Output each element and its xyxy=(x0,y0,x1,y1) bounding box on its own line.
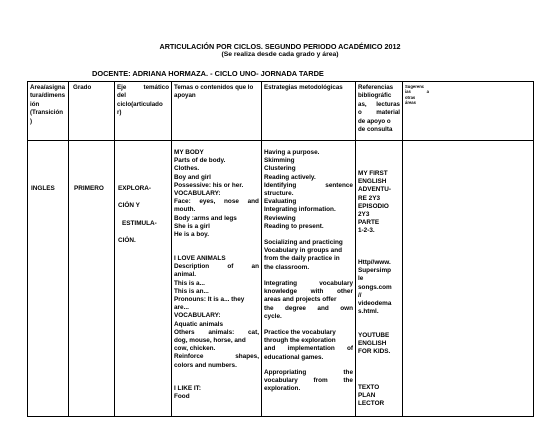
text-line: This is a... xyxy=(174,279,205,287)
text-line: cycle. xyxy=(264,312,282,320)
word: the xyxy=(343,369,353,376)
header-area xyxy=(30,84,67,126)
text-line: the classroom. xyxy=(264,263,310,271)
header-axis xyxy=(117,84,169,118)
text-line: from the daily practice in xyxy=(264,255,340,263)
text-line: apoyan xyxy=(174,92,196,100)
text-line xyxy=(264,369,353,377)
text-line: exploration. xyxy=(264,385,301,393)
text-line: through the exploration xyxy=(264,337,336,345)
word: knowledge xyxy=(264,288,298,296)
text-line: ciclo(articulado xyxy=(117,100,163,108)
text-line: // xyxy=(358,291,362,299)
text-line: This is an... xyxy=(174,287,209,295)
word: ias xyxy=(405,89,411,95)
text-line: Referencias xyxy=(358,84,394,91)
topics-block-1 xyxy=(174,149,259,239)
word: Integrating xyxy=(264,280,298,287)
text-line: dog, mouse, horse, and xyxy=(174,337,246,345)
text-line: MY BODY xyxy=(174,149,204,156)
word: and xyxy=(247,198,259,206)
text-line: Aquatic animals xyxy=(174,320,224,328)
text-line: Supersimp xyxy=(358,267,392,275)
text-line: TEXTO xyxy=(358,384,380,391)
text-line: de apoyo o xyxy=(358,117,391,125)
text-line: Temas o contenidos que lo xyxy=(174,84,254,91)
text-line: VOCABULARY: xyxy=(174,190,221,198)
header-strategies xyxy=(264,84,353,92)
references-block-1 xyxy=(358,170,400,236)
text-line: I LIKE IT: xyxy=(174,385,201,392)
text-line: I LOVE ANIMALS xyxy=(174,255,226,262)
word: an xyxy=(251,263,259,271)
text-line xyxy=(174,198,259,206)
text-line: LECTOR xyxy=(358,400,385,408)
teacher-line: DOCENTE: ADRIANA HORMAZA. - CICLO UNO- JORNADA TARDE xyxy=(92,69,324,78)
document-title: ARTICULACIÓN POR CICLOS. SEGUNDO PERIODO ACADÉMICO 2012 xyxy=(159,42,401,51)
word: temático xyxy=(143,84,169,91)
text-line: 1-2-3. xyxy=(358,227,375,235)
text-line: Clustering xyxy=(264,165,296,173)
topics-block-3 xyxy=(174,385,259,401)
text-line: r) xyxy=(117,109,122,117)
text-line: tura/dimens xyxy=(30,92,66,100)
text-line: Reading actively. xyxy=(264,173,316,181)
curriculum-table xyxy=(27,81,534,417)
word: nose xyxy=(224,198,239,206)
column-divider xyxy=(261,82,262,416)
text-line xyxy=(264,182,353,190)
text-line: Estrategias metodológicas xyxy=(264,84,343,91)
text-line: Http//www. xyxy=(358,259,391,266)
word: Face: xyxy=(174,198,191,206)
word: eyes, xyxy=(199,198,216,206)
text-line: bibliográfic xyxy=(358,92,392,100)
text-line: PLAN xyxy=(358,392,376,400)
text-line: Pronouns: It is a... they xyxy=(174,296,245,304)
document-subtitle: (Se realiza desde cada grado y área) xyxy=(221,51,339,58)
text-line: She is a girl xyxy=(174,222,210,230)
text-line: songs.com xyxy=(358,283,392,291)
word: the xyxy=(343,377,353,385)
word: Others xyxy=(174,328,195,336)
text-line xyxy=(174,329,259,337)
word: Description xyxy=(174,263,210,271)
word: of xyxy=(346,345,353,353)
word: with xyxy=(310,288,324,296)
text-line: ENGLISH xyxy=(358,178,387,186)
text-line: Skimming xyxy=(264,157,295,165)
column-divider xyxy=(402,82,403,416)
text-line xyxy=(117,84,169,92)
text-line: colors and numbers. xyxy=(174,361,237,369)
text-line: Sugerenc xyxy=(405,84,425,89)
axis-line: CIÓN. xyxy=(118,237,136,245)
text-line: Grado xyxy=(73,84,92,91)
text-line xyxy=(264,280,353,288)
text-line: Having a purpose. xyxy=(264,149,320,156)
word: Identifying xyxy=(264,181,297,189)
text-line: le xyxy=(358,275,364,283)
text-line: cow, chicken. xyxy=(174,345,216,353)
word: material xyxy=(376,109,400,117)
text-line: mouth. xyxy=(174,206,196,214)
text-line: animal. xyxy=(174,271,197,279)
strategies-block-5 xyxy=(264,369,353,394)
word: sentence xyxy=(325,181,353,189)
text-line: EPISODIO xyxy=(358,202,389,210)
word: and xyxy=(264,345,276,353)
header-topics xyxy=(174,84,259,101)
text-line: Practice the vocabulary xyxy=(264,329,336,336)
word: vocabulary xyxy=(319,280,353,287)
word: Appropriating xyxy=(264,369,307,376)
word: animals: xyxy=(208,328,235,336)
text-line: Socializing and practicing xyxy=(264,239,343,246)
text-line: Clothes. xyxy=(174,165,200,173)
word: of xyxy=(227,263,234,271)
strategies-block-3 xyxy=(264,280,353,321)
word: implementation xyxy=(287,345,335,353)
text-line: Body :arms and legs xyxy=(174,214,237,222)
text-line xyxy=(264,288,353,296)
text-line: MY FIRST xyxy=(358,170,388,177)
text-line xyxy=(264,377,353,385)
text-line: educational games. xyxy=(264,353,324,361)
text-line: (Transición xyxy=(30,109,64,117)
axis-line: EXPLORA- xyxy=(118,185,152,192)
word: a xyxy=(426,89,429,95)
word: shapes, xyxy=(235,353,259,361)
text-line: Integrating information. xyxy=(264,206,336,214)
text-line: are... xyxy=(174,304,189,312)
column-divider xyxy=(68,82,69,416)
word: the xyxy=(264,304,274,312)
text-line: ) xyxy=(30,117,33,125)
strategies-block-1 xyxy=(264,149,353,231)
text-line: del xyxy=(117,92,126,100)
word: vocabulary xyxy=(264,377,298,385)
text-line: Evaluating xyxy=(264,198,297,206)
area-value: INGLÉS xyxy=(31,185,55,192)
text-line xyxy=(264,305,353,313)
text-line: areas and projects offer xyxy=(264,296,337,304)
text-line: He is a boy. xyxy=(174,231,210,239)
word: and xyxy=(317,304,329,312)
column-divider xyxy=(355,82,356,416)
references-block-2 xyxy=(358,259,400,316)
text-line: Reviewing xyxy=(264,214,296,222)
header-references xyxy=(358,84,400,134)
word: cat, xyxy=(247,328,259,336)
axis-line: CIÓN Y xyxy=(118,202,140,210)
text-line xyxy=(174,353,259,361)
word: Reinforce xyxy=(174,353,204,361)
word: degree xyxy=(285,304,306,312)
text-line: áreas xyxy=(405,100,416,106)
text-line: videodema xyxy=(358,300,392,308)
strategies-block-4 xyxy=(264,329,353,362)
text-line: Reading to present. xyxy=(264,222,324,230)
word: as, xyxy=(358,100,367,108)
word: other xyxy=(337,288,353,296)
text-line: Possessive: his or her. xyxy=(174,181,244,189)
text-line: structure. xyxy=(264,190,294,198)
text-line: PARTE xyxy=(358,219,380,227)
header-grade xyxy=(73,84,113,92)
text-line: otras xyxy=(405,94,416,100)
axis-line: ESTIMULA- xyxy=(122,219,157,227)
grade-value: PRIMERO xyxy=(74,185,104,192)
header-suggestions xyxy=(405,84,429,106)
word: lecturas xyxy=(376,100,400,108)
text-line: de consulta xyxy=(358,126,393,134)
text-line: Área/asigna xyxy=(30,84,66,91)
references-block-4 xyxy=(358,384,400,409)
word: Eje xyxy=(117,84,127,91)
text-line: Food xyxy=(174,393,190,401)
text-line: Boy and girl xyxy=(174,173,211,181)
strategies-block-2 xyxy=(264,239,353,272)
text-line: 2Y3 xyxy=(358,211,370,219)
text-line: YOUTUBE xyxy=(358,332,390,339)
header-row-divider xyxy=(28,140,533,141)
text-line xyxy=(264,345,353,353)
axis-value xyxy=(118,185,170,246)
text-line: ión xyxy=(30,100,40,108)
word: o xyxy=(358,109,362,117)
text-line: ENGLISH xyxy=(358,340,387,348)
text-line: RE 2Y3 xyxy=(358,194,381,202)
topics-block-2 xyxy=(174,255,259,370)
references-block-3 xyxy=(358,332,400,357)
word: from xyxy=(313,377,328,385)
text-line xyxy=(174,263,259,271)
text-line: VOCABULARY: xyxy=(174,312,221,320)
word: own xyxy=(340,304,353,312)
text-line: s.html. xyxy=(358,308,379,316)
text-line: Vocabulary in groups and xyxy=(264,247,343,255)
text-line: FOR KIDS. xyxy=(358,348,391,356)
text-line xyxy=(358,101,400,109)
text-line: Parts of de body. xyxy=(174,157,226,165)
column-divider xyxy=(171,82,172,416)
text-line: ADVENTU- xyxy=(358,186,392,194)
text-line xyxy=(358,109,400,117)
column-divider xyxy=(114,82,115,416)
